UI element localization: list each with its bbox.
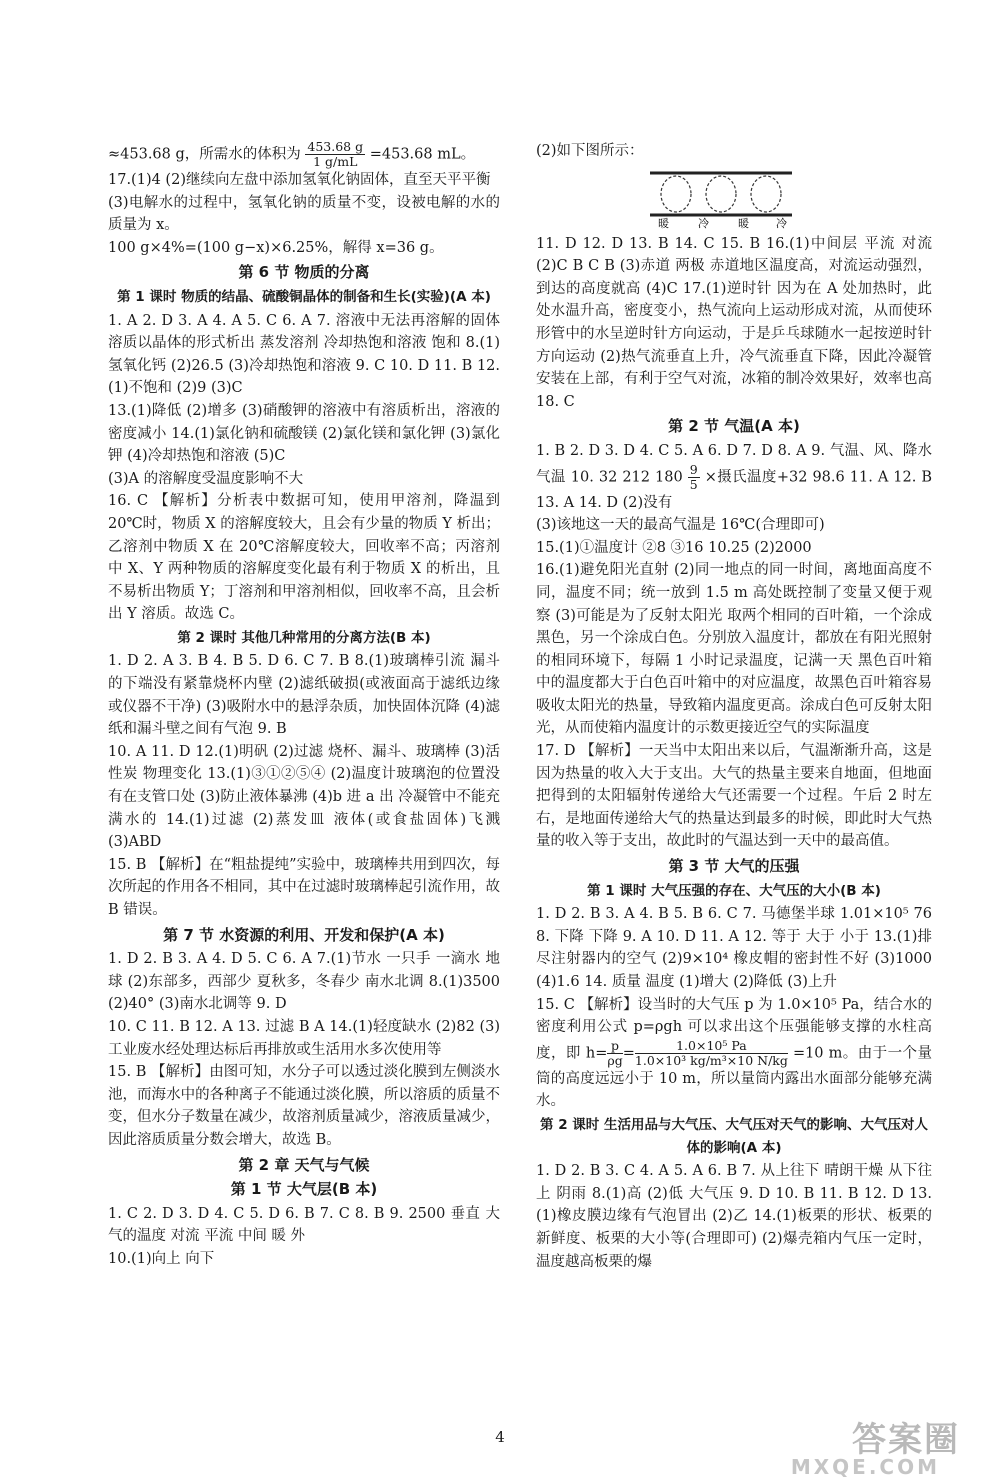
answer-paragraph: (3)电解水的过程中，氢氧化钠的质量不变，设被电解的水的质量为 x。 bbox=[108, 194, 500, 234]
answer-paragraph: 13.(1)降低 (2)增多 (3)硝酸钾的溶液中有溶质析出，溶液的密度减小 14.(1)氯化钠和硫酸镁 (2)氯化镁和氯化钾 (3)氯化钾 (4)冷却热饱和溶液 (5)C bbox=[108, 402, 500, 465]
answer-paragraph: 10.(1)向上 向下 bbox=[108, 1250, 215, 1267]
convection-loop bbox=[706, 176, 736, 212]
fraction-numerator: p bbox=[607, 1039, 622, 1054]
answer-paragraph bbox=[108, 140, 500, 169]
fraction bbox=[635, 1039, 788, 1068]
fraction-denominator: ρg bbox=[607, 1052, 623, 1068]
answer-paragraph bbox=[536, 440, 932, 514]
fraction-denominator: 1 g/mL bbox=[313, 154, 358, 169]
section-heading: 第 6 节 物质的分离 bbox=[238, 263, 370, 282]
answer-paragraph: (3)A 的溶解度受温度影响不大 bbox=[108, 470, 304, 487]
diagram-label: 暖 bbox=[738, 216, 749, 229]
answer-paragraph: 15. C 【解析】设当时的大气压 p 为 1.0×10⁵ Pa，结合水的密度利用公式 p=ρgh 可以求出这个压强能够支撑的水柱高度，即 h= $\frac{p}{\rho g}$ = $\frac{\text{1.0×10⁵ Pa}}{\text{1.0×10³ kg/m³×10 N/kg}}$ =10 m。由于一个量筒的高度远远小于 10 m，所以量筒内露出水面部分能够充满水。 bbox=[536, 996, 932, 1110]
answer-paragraph: 1. D 2. B 3. A 4. B 5. B 6. C 7. 马德堡半球 1.01×10⁵ 76 8. 下降 下降 9. A 10. D 11. A 12. 等于 大于 小于 13.(1)排尽注射器内的空气 (2)9×10⁴ 橡皮帽的密封性不好 (3)1000 (4)1.6 14. 质量 温度 (1)增大 (2)降低 (3)上升 bbox=[536, 906, 932, 990]
section-heading: 第 1 节 大气层(B 本) bbox=[230, 1180, 378, 1199]
answer-paragraph: 16.(1)避免阳光直射 (2)同一地点的同一时间，离地面高度不同，温度不同；统一放到 1.5 m 高处既控制了变量又便于观察 (3)可能是为了反射太阳光 取两个相同的百叶箱，一个涂成黑色，另一个涂成白色。分别放入温度计，都放在有阳光照射的相同环境下，每隔 1 小时记录温度，记满一天 黑色百叶箱中的温度都大于白色百叶箱中的对应温度，故黑色百叶箱容易吸收太阳光的热量，导致箱内温度更高。涂成白色可反射太阳光，从而使箱内温度计的示数更接近空气的实际温度 bbox=[536, 562, 932, 737]
answer-paragraph: 1. D 2. B 3. C 4. A 5. A 6. B 7. 从上往下 晴朗干燥 从下往上 阴雨 8.(1)高 (2)低 大气压 9. D 10. B 11. B 12. D 13.(1)橡皮膜边缘有气泡冒出 (2)乙 14.(1)板栗的形状、板栗的新鲜度、板栗的大小等(合理即可) (2)爆壳箱内气压一定时，温度越高板栗的爆 bbox=[536, 1163, 932, 1270]
lesson-heading: 第 2 课时 生活用品与大气压、大气压对天气的影响、大气压对人体的影响(A 本) bbox=[540, 1116, 928, 1156]
chapter-heading: 第 2 章 天气与气候 bbox=[238, 1155, 370, 1174]
answer-text: =10 m。由于一个量筒的高度远远小于 10 m，所以量筒内露出水面部分能够充满水。 bbox=[536, 1045, 932, 1110]
diagram-label: 暖 bbox=[658, 216, 669, 229]
fraction bbox=[688, 463, 700, 492]
right-column bbox=[536, 140, 932, 1273]
answer-paragraph: 10. A 11. D 12.(1)明矾 (2)过滤 烧杯、漏斗、玻璃棒 (3)活性炭 物理变化 13.(1)③①②⑤④ (2)温度计玻璃泡的位置没有在支管口处 (3)防止液体暴沸 (4)b 进 a 出 冷凝管中不能充满水的 14.(1)过滤 (2)蒸发皿 液体(或食盐固体)飞溅 (3)ABD bbox=[108, 743, 500, 851]
answer-paragraph: 15.(1)①温度计 ②8 ③16 10.25 (2)2000 bbox=[536, 539, 812, 556]
answer-text: 98.6 11. A 12. B 13. A 14. D (2)没有 bbox=[536, 469, 933, 511]
answer-paragraph: 17. D 【解析】一天当中太阳出来以后，气温渐渐升高，这是因为热量的收入大于支出。大气的热量主要来自地面，但地面把得到的太阳辐射传递给大气还需要一个过程。午后 2 时左右，是地面传递给大气的热量达到最多的时候，即此时大气热量的收入等于支出，故此时的气温达到一天中的最高值。 bbox=[536, 743, 932, 850]
convection-loop bbox=[661, 176, 691, 212]
diagram-label: 冷 bbox=[776, 216, 787, 229]
watermark-url: MXQE.COM bbox=[790, 1455, 940, 1479]
fraction-denominator: 1.0×10³ kg/m³×10 N/kg bbox=[634, 1052, 788, 1068]
lesson-heading: 第 2 课时 其他几种常用的分离方法(B 本) bbox=[177, 629, 431, 646]
left-column bbox=[108, 140, 500, 1271]
answer-paragraph: 17.(1)4 (2)继续向左盘中添加氢氧化钠固体，直至天平平衡 bbox=[108, 172, 491, 188]
answer-text: 1. B 2. D 3. D 4. C 5. A 6. D 7. D 8. A 9. 气温、风、降水 气温 10. 32 212 180 bbox=[536, 442, 932, 486]
answer-paragraph: 1. D 2. B 3. A 4. D 5. C 6. A 7.(1)节水 一只手 一滴水 地球 (2)东部多，西部少 夏秋多，冬春少 南水北调 8.(1)3500 (2)40° (3)南水北调等 9. D bbox=[108, 951, 500, 1013]
section-heading: 第 2 节 气温(A 本) bbox=[668, 417, 800, 436]
lesson-heading: 第 1 课时 大气压强的存在、大气压的大小(B 本) bbox=[587, 882, 881, 899]
answer-text: ×摄氏温度+32 bbox=[704, 469, 808, 486]
answer-paragraph: 10. C 11. B 12. A 13. 过滤 B A 14.(1)轻度缺水 (2)82 (3)工业废水经处理达标后再排放或生活用水多次使用等 bbox=[108, 1018, 500, 1058]
convection-diagram bbox=[646, 167, 796, 229]
answer-paragraph: 16. C 【解析】分析表中数据可知，使用甲溶剂，降温到 20℃时，物质 X 的溶解度较大，且会有少量的物质 Y 析出；乙溶剂中物质 X 在 20℃溶解度较大，回收率不高；丙溶剂中 X、Y 两种物质的溶解度变化最有利于物质 X 的析出，且不易析出物质 Y；丁溶剂和甲溶剂相似，回收率不高，且会析出 Y 溶质。故选 C。 bbox=[108, 493, 501, 623]
answer-paragraph: 11. D 12. D 13. B 14. C 15. B 16.(1)中间层 平流 对流 (2)C B C B (3)赤道 两极 赤道地区温度高，对流运动强烈，到达的高度就高 (4)C 17.(1)逆时针 因为在 A 处加热时，此处水温升高，密度变小，热气流向上运动形成对流，从而使环形管中的水呈逆时针方向运动，于是乒乓球随水一起按逆时针方向运动 (2)热气流垂直上升，冷气流垂直下降，因此冷凝管安装在上部，有利于空气对流，冰箱的制冷效果好，效率也高 18. C bbox=[536, 235, 932, 410]
section-heading: 第 3 节 大气的压强 bbox=[668, 857, 800, 876]
diagram-label: 冷 bbox=[698, 216, 709, 229]
fraction bbox=[305, 140, 365, 169]
watermark-logo: 答案圈 bbox=[852, 1420, 960, 1460]
section-heading: 第 7 节 水资源的利用、开发和保护(A 本) bbox=[163, 925, 445, 944]
fraction-numerator: 453.68 g bbox=[307, 139, 364, 154]
lesson-heading: 第 1 课时 物质的结晶、硫酸铜晶体的制备和生长(实验)(A 本) bbox=[117, 288, 491, 305]
answer-paragraph: (3)该地这一天的最高气温是 16℃(合理即可) bbox=[536, 517, 825, 534]
answer-paragraph: 100 g×4%=(100 g−x)×6.25%，解得 x=36 g。 bbox=[108, 239, 444, 256]
answer-text: =453.68 mL。 bbox=[369, 146, 476, 163]
fraction-numerator: 1.0×10⁵ Pa bbox=[635, 1039, 788, 1054]
answer-paragraph: 15. B 【解析】由图可知，水分子可以透过淡化膜到左侧淡水池，而海水中的各种离子不能通过淡化膜，所以溶质的质量不变，但水分子数量在减少，故溶剂质量减少，溶液质量减少，因此溶质质量分数会增大，故选 B。 bbox=[108, 1064, 500, 1148]
fraction bbox=[607, 1039, 622, 1068]
answer-paragraph: 15. B 【解析】在“粗盐提纯”实验中，玻璃棒共用到四次，每次所起的作用各不相同，其中在过滤时玻璃棒起引流作用，故 B 错误。 bbox=[108, 856, 500, 918]
convection-loop bbox=[751, 176, 781, 212]
answer-paragraph: 1. C 2. D 3. D 4. C 5. D 6. B 7. C 8. B 9. 2500 垂直 大气的温度 对流 平流 中间 暖 外 bbox=[108, 1205, 500, 1245]
page-number: 4 bbox=[495, 1428, 505, 1446]
fraction-numerator: 9 bbox=[689, 461, 698, 477]
answer-paragraph: (2)如下图所示： bbox=[536, 143, 644, 159]
answer-paragraph: 1. A 2. D 3. A 4. A 5. C 6. A 7. 溶液中无法再溶解的固体溶质以晶体的形式析出 蒸发溶剂 冷却热饱和溶液 饱和 8.(1)氢氧化钙 (2)26.5 (3)冷却热饱和溶液 9. C 10. D 11. B 12.(1)不饱和 (2)9 (3)C bbox=[108, 312, 500, 397]
answer-text: ≈453.68 g，所需水的体积为 bbox=[108, 146, 301, 163]
fraction-denominator: 5 bbox=[689, 476, 698, 492]
answer-text: 15. C 【解析】设当时的大气压 p 为 1.0×10⁵ Pa，结合水的密度利用公式 p=ρgh 可以求出这个压强能够支撑的水柱高度，即 bbox=[536, 996, 932, 1062]
answer-paragraph: 1. D 2. A 3. B 4. B 5. D 6. C 7. B 8.(1)玻璃棒引流 漏斗的下端没有紧靠烧杯内壁 (2)滤纸破损(或液面高于滤纸边缘或仪器不干净) (3)吸附水中的悬浮杂质，加快固体沉降 (4)滤纸和漏斗壁之间有气泡 9. B bbox=[108, 653, 500, 738]
